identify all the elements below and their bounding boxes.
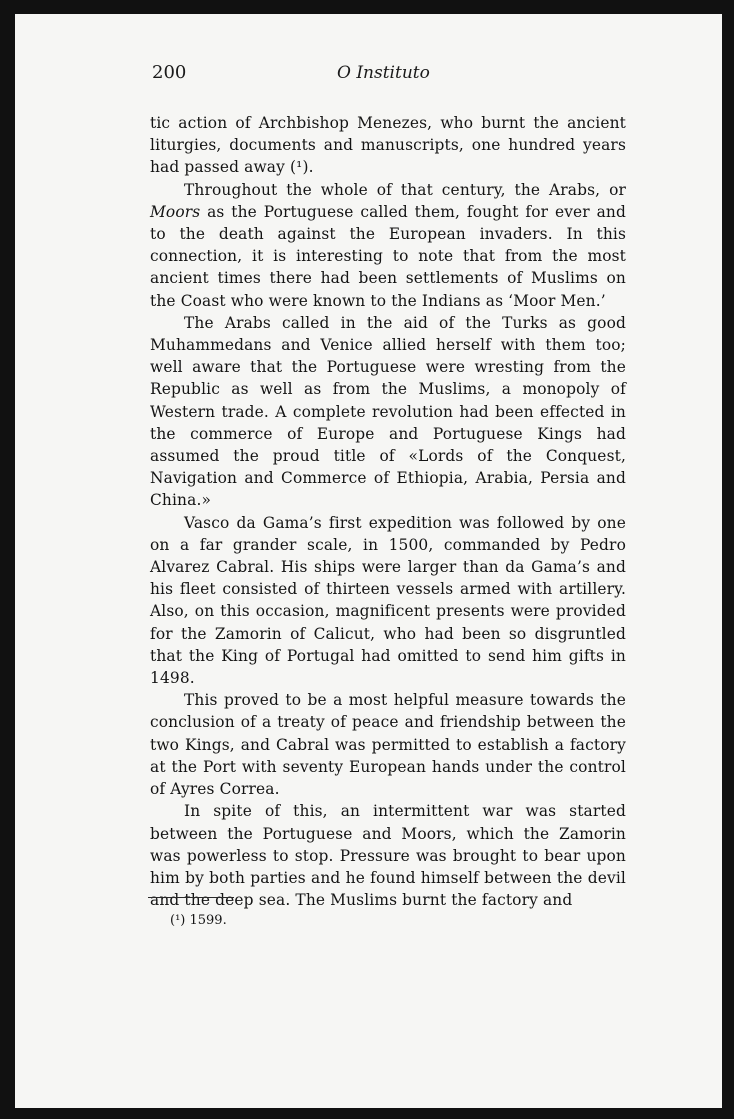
footnote-rule [148, 897, 234, 898]
running-head: O Instituto [337, 63, 430, 83]
page-header [152, 62, 622, 86]
paragraph-3: The Arabs called in the aid of the Turks as good Muhammedans and Venice allied herself with them too; well aware that the Portuguese were wresting from the Republic as well as from the Muslims, a monopoly of Western trade. A complete revolution had been effected in the commerce of Europe and Portuguese Kings had assumed the proud title of «Lords of the Conquest, Navigation and Commerce of Ethiopia, Arabia, Persia and China.» [150, 313, 626, 510]
paragraph-2 [150, 179, 626, 312]
paragraph-2-rest: as the Portuguese called them, fought for ever and to the death against the European invaders. In this connection, it is interesting to note that from the most ancient times there had been settlements of Muslims on the Coast who were known to the Indians as ‘Moor Men.’ [150, 202, 626, 310]
paragraph-1: tic action of Archbishop Menezes, who burnt the ancient liturgies, documents and manuscripts, one hundred years had passed away (¹). [150, 114, 626, 177]
page-number: 200 [152, 62, 187, 83]
body-text [150, 112, 626, 911]
paragraph-5: This proved to be a most helpful measure towards the conclusion of a treaty of peace and friendship between the two Kings, and Cabral was permitted to establish a factory at the Port with seventy European hands under the control of Ayres Correa. [150, 691, 626, 799]
paragraph-2-start: Throughout the whole of that century, the Arabs, or [184, 180, 626, 199]
italic-term-moors: Moors [150, 202, 201, 221]
paragraph-4: Vasco da Gama’s first expedition was followed by one on a far grander scale, in 1500, commanded by Pedro Alvarez Cabral. His ships were larger than da Gama’s and his fleet consisted of thirteen vessels armed with artillery. Also, on this occasion, magnificent presents were provided for the Zamorin of Calicut, who had been so disgruntled that the King of Portugal had omitted to send him gifts in 1498. [150, 513, 626, 688]
paragraph-6: In spite of this, an intermittent war was started between the Portuguese and Moors, which the Zamorin was powerless to stop. Pressure was brought to bear upon him by both parties and he found himself between the devil and the deep sea. The Muslims burnt the factory and [150, 802, 626, 910]
footnote: (¹) 1599. [170, 913, 227, 928]
